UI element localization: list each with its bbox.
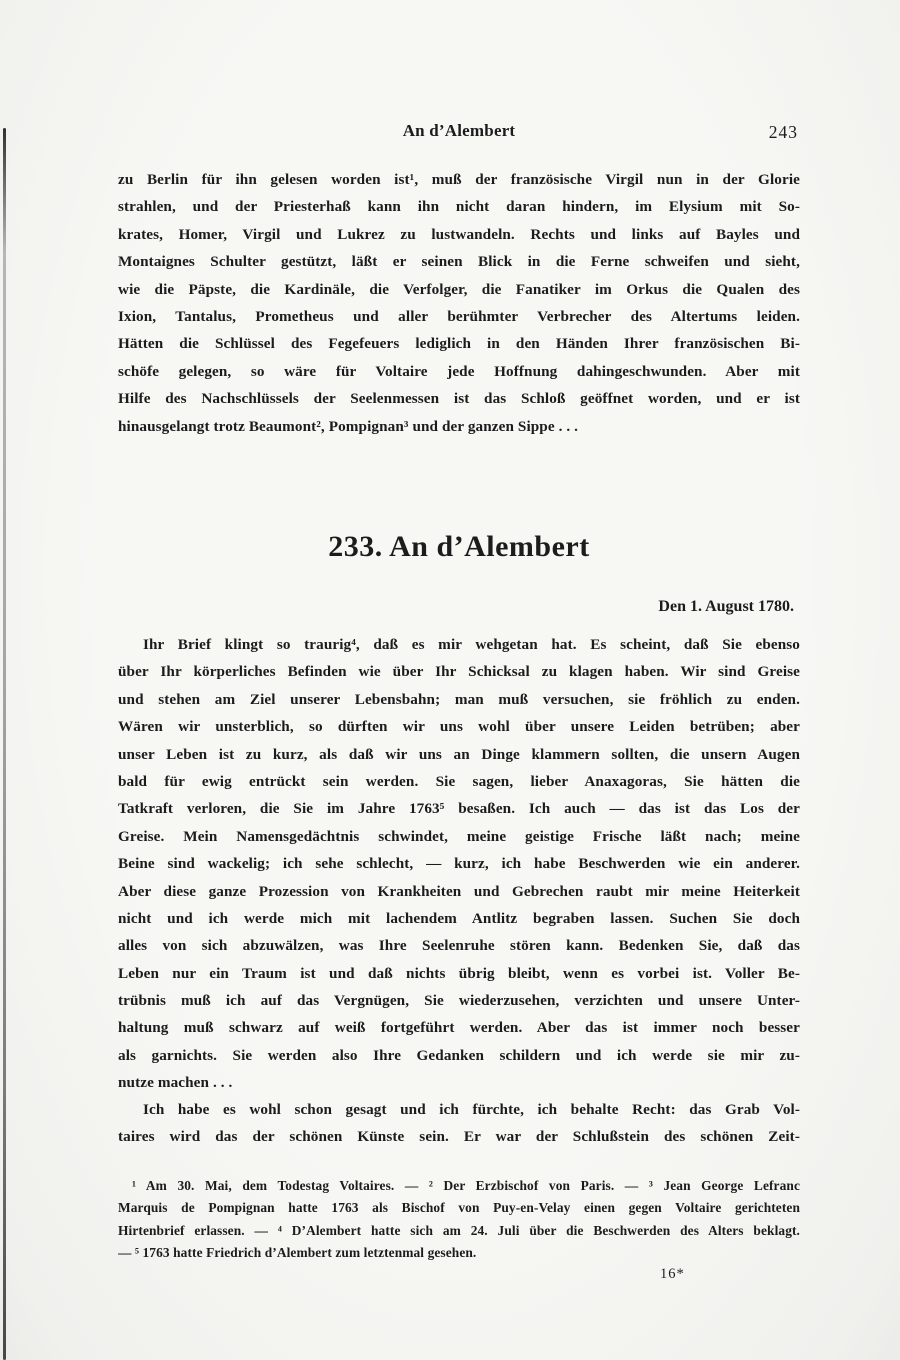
text-line: Beine sind wackelig; ich sehe schlecht, — kurz, ich habe Beschwerden wie ein anderer. [118, 855, 800, 873]
text-line: Hätten die Schlüssel des Fegefeuers lediglich in den Händen Ihrer französischen Bi- [118, 335, 800, 353]
footnote-line: ¹ Am 30. Mai, dem Todestag Voltaires. — ² Der Erzbischof von Paris. — ³ Jean George Lefranc [132, 1178, 800, 1193]
text-line: schöfe gelegen, so wäre für Voltaire jede Hoffnung dahingeschwunden. Aber mit [118, 362, 800, 380]
text-line: zu Berlin für ihn gelesen worden ist¹, muß der französische Virgil nun in der Glorie [118, 171, 800, 188]
text-line: krates, Homer, Virgil und Lukrez zu lustwandeln. Rechts und links auf Bayles und [118, 225, 800, 243]
text-line: Greise. Mein Namensgedächtnis schwindet, meine geistige Frische läßt nach; meine [118, 827, 800, 845]
continued-paragraph [118, 166, 800, 440]
text-line: Ixion, Tantalus, Prometheus und aller berühmter Verbrecher des Altertums leiden. [118, 307, 800, 325]
text-line: nicht und ich werde mich mit lachendem Antlitz begraben lassen. Suchen Sie doch [118, 909, 800, 927]
text-line: hinausgelangt trotz Beaumont², Pompignan³ und der ganzen Sippe . . . [118, 417, 579, 435]
text-line: Wären wir unsterblich, so dürften wir uns wohl über unsere Leiden betrüben; aber [118, 718, 800, 736]
text-line: Aber diese ganze Prozession von Krankheiten und Gebrechen raubt mir meine Heiterkeit [118, 882, 800, 900]
letter-paragraph-2 [118, 1096, 800, 1151]
text-line: Hilfe des Nachschlüssels der Seelenmessen ist das Schloß geöffnet worden, und er ist [118, 390, 800, 408]
footnote-line: Marquis de Pompignan hatte 1763 als Bischof von Puy-en-Velay einen gegen Voltaire gerichteten [118, 1200, 800, 1216]
text-line: alles von sich abzuwälzen, was Ihre Seelenruhe stören kann. Bedenken Sie, daß das [118, 937, 800, 955]
footnote-line: Hirtenbrief erlassen. — ⁴ D’Alembert hatte sich am 24. Juli über die Beschwerden des Alters beklagt. [118, 1222, 800, 1238]
text-line: und stehen am Ziel unserer Lebensbahn; man muß versuchen, sie fröhlich zu enden. [118, 690, 800, 708]
text-line: Leben nur ein Traum ist und daß nichts übrig bleibt, wenn es vorbei ist. Voller Be- [118, 964, 800, 982]
footnotes-block [118, 1175, 800, 1265]
letter-date: Den 1. August 1780. [658, 598, 794, 615]
letter-paragraph-1 [118, 631, 800, 1097]
text-line: Ihr Brief klingt so traurig⁴, daß es mir wehgetan hat. Es scheint, daß Sie ebenso [143, 636, 800, 653]
text-line: taires wird das der schönen Künste sein. Er war der Schlußstein des schönen Zeit- [118, 1128, 800, 1146]
text-line: unser Leben ist zu kurz, als daß wir uns an Dinge klammern sollten, die unsern Augen [118, 745, 800, 763]
text-line: wie die Päpste, die Kardinäle, die Verfolger, die Fanatiker im Orkus die Qualen des [118, 280, 800, 298]
text-line: haltung muß schwarz auf weiß fortgeführt werden. Aber das ist immer noch besser [118, 1019, 800, 1037]
text-line: bald für ewig entrückt sein werden. Sie sagen, lieber Anaxagoras, Sie hätten die [118, 772, 800, 790]
text-line: Tatkraft verloren, die Sie im Jahre 1763⁵ besaßen. Ich auch — das ist das Los der [118, 800, 800, 818]
text-line: trübnis muß ich auf das Vergnügen, Sie wiederzusehen, verzichten und unsere Unter- [118, 992, 800, 1010]
scan-edge-artifact [3, 128, 6, 1360]
running-header-title: An d’Alembert [402, 121, 516, 140]
letter-heading: 233. An d’Alembert [328, 530, 590, 563]
text-line: über Ihr körperliches Befinden wie über Ihr Schicksal zu klagen haben. Wir sind Greise [118, 663, 800, 681]
text-line: nutze machen . . . [118, 1074, 233, 1092]
text-line: Ich habe es wohl schon gesagt und ich fürchte, ich behalte Recht: das Grab Vol- [143, 1101, 800, 1118]
running-head [118, 121, 800, 147]
text-line: als garnichts. Sie werden also Ihre Gedanken schildern und ich werde sie mir zu- [118, 1046, 800, 1064]
signature-mark: 16* [660, 1266, 685, 1282]
page-number: 243 [768, 122, 798, 142]
text-line: strahlen, und der Priesterhaß kann ihn nicht daran hindern, im Elysium mit So- [118, 198, 800, 216]
text-line: Montaignes Schulter gestützt, läßt er seinen Blick in die Ferne schweifen und sieht, [118, 253, 800, 271]
footnote-line: — ⁵ 1763 hatte Friedrich d’Alembert zum letztenmal gesehen. [118, 1245, 477, 1261]
